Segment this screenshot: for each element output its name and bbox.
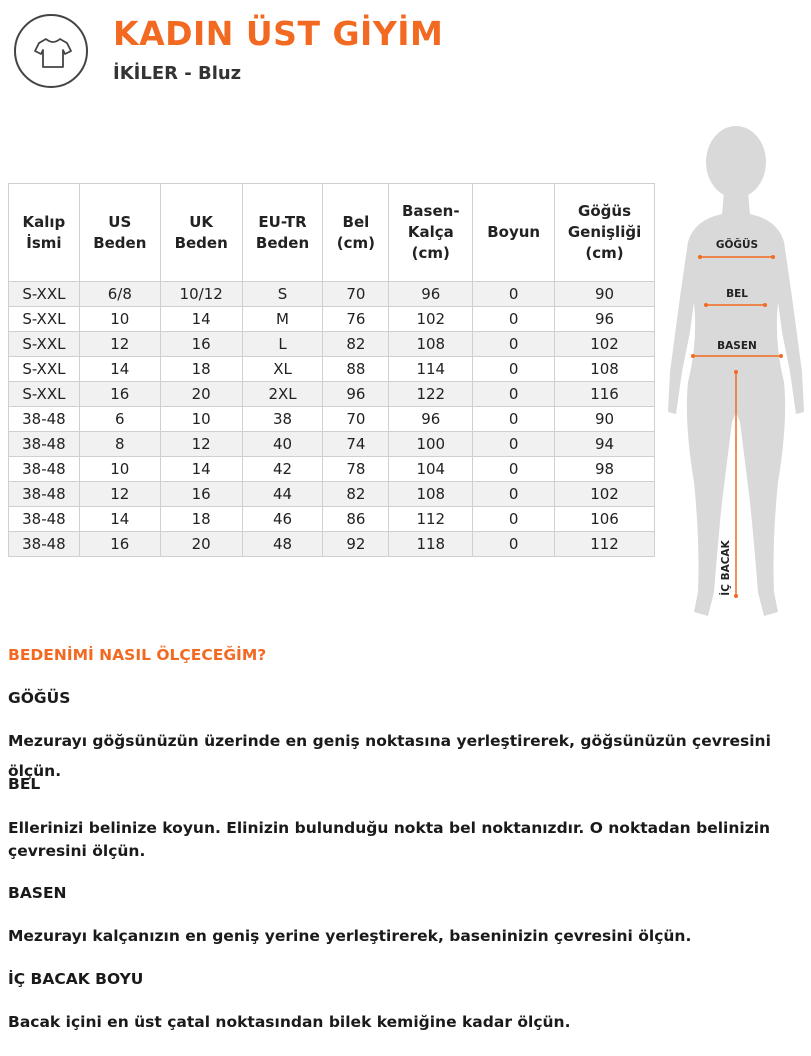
table-cell: 122: [389, 382, 473, 407]
table-cell: 102: [389, 307, 473, 332]
table-cell: 82: [323, 482, 389, 507]
table-cell: 98: [555, 457, 655, 482]
table-cell: 10: [79, 457, 160, 482]
waist-text: Ellerinizi belinize koyun. Elinizin bulunduğu nokta bel noktanızdır. O noktadan belinizin çevresini ölçün.: [8, 819, 771, 860]
table-cell: 14: [79, 357, 160, 382]
hips-label: BASEN: [717, 340, 757, 352]
tshirt-icon-badge: [14, 14, 88, 88]
table-cell: 74: [323, 432, 389, 457]
table-cell: 100: [389, 432, 473, 457]
column-header: [9, 184, 80, 282]
waist-label: BEL: [726, 288, 748, 300]
table-row: [9, 432, 655, 457]
hips-title: BASEN: [8, 884, 67, 902]
chest-text: Mezurayı göğsünüzün üzerinde en geniş noktasına yerleştirerek, göğsünüzün çevresini ölçün.: [8, 732, 771, 780]
table-cell: 38: [242, 407, 323, 432]
column-header: [79, 184, 160, 282]
size-table: [8, 183, 655, 557]
column-header-line: Bel: [342, 212, 370, 231]
column-header-line: (cm): [411, 244, 450, 262]
table-cell: 14: [160, 457, 242, 482]
page-subtitle: İKİLER - Bluz: [113, 63, 242, 84]
table-row: [9, 357, 655, 382]
table-cell: 90: [555, 407, 655, 432]
table-cell: 40: [242, 432, 323, 457]
table-cell: 70: [323, 407, 389, 432]
column-header: [242, 184, 323, 282]
table-cell: 112: [555, 532, 655, 557]
table-cell: 16: [160, 482, 242, 507]
table-row: [9, 282, 655, 307]
column-header: [389, 184, 473, 282]
column-header-line: Beden: [174, 233, 228, 252]
table-cell: 82: [323, 332, 389, 357]
column-header: [473, 184, 555, 282]
table-cell: 0: [473, 382, 555, 407]
table-cell: 46: [242, 507, 323, 532]
table-cell: 108: [389, 332, 473, 357]
table-cell: 18: [160, 507, 242, 532]
table-cell: 88: [323, 357, 389, 382]
table-cell: 104: [389, 457, 473, 482]
table-cell: 38-48: [9, 507, 80, 532]
table-cell: 114: [389, 357, 473, 382]
table-cell: 102: [555, 332, 655, 357]
table-cell: 0: [473, 282, 555, 307]
chest-title: GÖĞÜS: [8, 689, 71, 707]
table-cell: 0: [473, 482, 555, 507]
measurement-guide: [8, 640, 803, 1050]
hips-text: Mezurayı kalçanızın en geniş yerine yerleştirerek, baseninizin çevresini ölçün.: [8, 927, 692, 945]
table-cell: 112: [389, 507, 473, 532]
body-measurement-figure: [666, 122, 806, 626]
column-header: [160, 184, 242, 282]
table-cell: 16: [79, 382, 160, 407]
chest-label: GÖĞÜS: [715, 239, 759, 251]
table-cell: S-XXL: [9, 357, 80, 382]
column-header-line: Kalıp: [22, 212, 66, 231]
table-cell: 0: [473, 507, 555, 532]
table-cell: 90: [555, 282, 655, 307]
table-cell: 92: [323, 532, 389, 557]
table-cell: 18: [160, 357, 242, 382]
column-header-line: Beden: [255, 233, 310, 252]
column-header-line: Boyun: [487, 223, 541, 241]
column-header-line: Beden: [93, 233, 147, 252]
table-body: [9, 282, 655, 557]
table-cell: XL: [242, 357, 323, 382]
table-cell: 8: [79, 432, 160, 457]
table-row: [9, 457, 655, 482]
table-row: [9, 507, 655, 532]
table-cell: 0: [473, 407, 555, 432]
table-row: [9, 407, 655, 432]
inseam-text: Bacak içini en üst çatal noktasından bilek kemiğine kadar ölçün.: [8, 1013, 571, 1031]
table-cell: 38-48: [9, 407, 80, 432]
column-header-line: Genişliği: [567, 223, 642, 241]
table-cell: 0: [473, 532, 555, 557]
table-cell: 38-48: [9, 432, 80, 457]
inseam-title: İÇ BACAK BOYU: [8, 970, 144, 988]
table-cell: 0: [473, 357, 555, 382]
table-cell: 44: [242, 482, 323, 507]
table-cell: S-XXL: [9, 282, 80, 307]
table-cell: 48: [242, 532, 323, 557]
table-cell: 38-48: [9, 482, 80, 507]
column-header: [323, 184, 389, 282]
table-cell: M: [242, 307, 323, 332]
table-cell: 108: [555, 357, 655, 382]
column-header-line: EU-TR: [258, 212, 307, 231]
table-cell: 118: [389, 532, 473, 557]
guide-heading: BEDENİMİ NASIL ÖLÇECEĞİM?: [8, 646, 267, 664]
table-row: [9, 307, 655, 332]
table-cell: 106: [555, 507, 655, 532]
column-header-line: Kalça: [407, 223, 454, 241]
page-title: KADIN ÜST GİYİM: [113, 14, 444, 53]
table-cell: 78: [323, 457, 389, 482]
table-cell: 6/8: [79, 282, 160, 307]
table-cell: 96: [555, 307, 655, 332]
table-cell: 38-48: [9, 457, 80, 482]
table-row: [9, 332, 655, 357]
table-row: [9, 382, 655, 407]
table-cell: 96: [389, 407, 473, 432]
table-cell: 12: [79, 482, 160, 507]
column-header-line: İsmi: [26, 233, 62, 252]
table-cell: S-XXL: [9, 382, 80, 407]
table-row: [9, 482, 655, 507]
column-header-line: Basen-: [402, 202, 460, 220]
table-cell: 0: [473, 332, 555, 357]
inseam-label: İÇ BACAK: [720, 540, 732, 596]
table-cell: 20: [160, 382, 242, 407]
table-cell: 12: [160, 432, 242, 457]
column-header-line: (cm): [336, 233, 376, 252]
table-cell: S: [242, 282, 323, 307]
column-header-line: (cm): [585, 244, 624, 262]
tshirt-icon: [34, 36, 72, 70]
table-cell: 0: [473, 432, 555, 457]
table-cell: L: [242, 332, 323, 357]
table-cell: 0: [473, 457, 555, 482]
column-header-line: Göğüs: [578, 202, 632, 220]
table-cell: 16: [79, 532, 160, 557]
table-cell: 102: [555, 482, 655, 507]
table-cell: 2XL: [242, 382, 323, 407]
table-cell: 0: [473, 307, 555, 332]
table-cell: 76: [323, 307, 389, 332]
table-cell: 14: [160, 307, 242, 332]
table-cell: 16: [160, 332, 242, 357]
table-cell: 96: [389, 282, 473, 307]
column-header: [555, 184, 655, 282]
column-header-line: US: [108, 212, 132, 231]
table-cell: 42: [242, 457, 323, 482]
table-cell: S-XXL: [9, 332, 80, 357]
table-cell: 10: [79, 307, 160, 332]
table-cell: 86: [323, 507, 389, 532]
table-cell: 38-48: [9, 532, 80, 557]
waist-title: BEL: [8, 775, 41, 793]
table-cell: S-XXL: [9, 307, 80, 332]
table-cell: 10/12: [160, 282, 242, 307]
table-cell: 14: [79, 507, 160, 532]
table-cell: 116: [555, 382, 655, 407]
table-cell: 94: [555, 432, 655, 457]
table-cell: 20: [160, 532, 242, 557]
table-row: [9, 532, 655, 557]
column-header-line: UK: [189, 212, 214, 231]
table-cell: 70: [323, 282, 389, 307]
table-header-row: [9, 184, 655, 282]
table-cell: 96: [323, 382, 389, 407]
table-cell: 12: [79, 332, 160, 357]
table-cell: 10: [160, 407, 242, 432]
table-cell: 6: [79, 407, 160, 432]
table-cell: 108: [389, 482, 473, 507]
